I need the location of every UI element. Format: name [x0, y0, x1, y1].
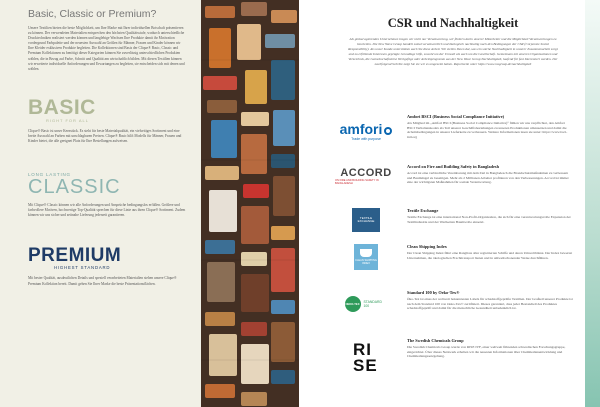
amfori-content [407, 114, 573, 139]
oeko-tex-logo [335, 294, 397, 314]
classic-logo [28, 172, 187, 197]
accord-logo [335, 164, 397, 188]
clean-shipping-heading: Clean Shipping Index [407, 244, 447, 249]
left-panel [0, 0, 201, 407]
thread-spools-illustration [201, 0, 299, 407]
basic-text: Clique® Basic ist unser Kernstück. Es steht für beste Materialqualität, ein vielseitiges Sortiment und eine breite Auswahl an Farben mit unschlagbaren Preisen. Clique® Basic hilft Modells für Männer, Frauen und Kinder bietet, die alle geeignet Platz für Ihre Bestellungen aufweisen. [28, 128, 182, 144]
rise-text: Die Swedish Chemicals Group wurde von RISE IVF, einer weltweit führenden schwedischen Forschungsgruppe, eingerichtet. Über dieses Netzwerk erhalten wir die neuesten Informationen über Chemikalienentwicklung und Chemikaliengesetzgebung. [407, 345, 566, 359]
classic-text: Mit Clique® Classic können wir alle Anforderungen und Ansprüche bedingungslos erfüllen. Größere und farbvollere Motiven, hochwertige Top-Qualität sprechen für diese Linie aus ihren Clique® Sortiment. Zudem können wir uns sicher und zeitnahe Lieferung jederzeit garantieren. [28, 203, 186, 218]
thread-spools-photo [201, 0, 299, 407]
textile-exchange-wordmark: TEXTILE EXCHANGE [357, 215, 375, 223]
premium-logo [28, 246, 187, 270]
basic-logo [28, 95, 187, 123]
classic-tagline: LONG LASTING [28, 172, 71, 178]
textile-exchange-content [407, 208, 573, 224]
oeko-tex-content [407, 290, 573, 311]
left-title: Basic, Classic or Premium? [28, 8, 157, 20]
oeko-tex-subtitle: STANDARD 100 [363, 300, 382, 308]
clean-shipping-logo [335, 244, 397, 270]
oeko-tex-text: Öko-Tex ist eines der weltweit bekanntesten Labels für schadstoffgeprüfte Textilien. Der Großteil unserer Produkte ist nach dem Standard 100 von Oeko-Tex® zertifiziert. Dieses garantiert, dass jeder Bestandteil des Produktes schadstoffgeprüft und damit für die menschliche Gesundheit unbedenklich ist. [407, 297, 573, 311]
rise-heading: The Swedish Chemicals Group [407, 338, 464, 343]
accord-wordmark: ACCORD [340, 167, 392, 179]
premium-text: Mit bester Qualität, ausdeutlichen Details und speziell verarbeiteten Materialien stehen unsere Clique® Premium Kollektion bereit. Damit gehen Sie Ihrer Marke die beste Präsentationsflächen. [28, 276, 177, 286]
premium-tagline: HIGHEST STANDARD [54, 265, 111, 271]
clean-shipping-content [407, 244, 573, 260]
csr-title: CSR und Nachhaltigkeit [387, 16, 519, 30]
amfori-subtitle: Trade with purpose [351, 137, 381, 141]
textile-exchange-text: Textile Exchange ist eine international Non-Profit-Organisation, die sich für eine verantwortungsvolle Expansion der Textilindustrie und der Wertketten Baumwolle einsetzt. [407, 215, 571, 224]
rise-wordmark: RISE [353, 340, 378, 375]
accord-subtitle: ON FIRE AND BUILDING SAFETY IN BANGLADESH [335, 179, 379, 185]
rise-logo [335, 338, 397, 378]
amfori-text: Als Mitglied im „Amfori BSCI (Business Social Compliance Initiative)“ fühlen wir uns verpflichtet, den Amfori BSCI Verhaltenskodex als Teil unserer Geschäftsbeziehungen zu unseren Produktionen umzusetzen und damit die Arbeitsbedingungen in unserer Lieferkette zu verbessern. Weitere Informationen lesen sie unter: https://www.bsci-intl.org [407, 121, 568, 139]
textile-exchange-logo [335, 208, 397, 232]
clean-shipping-text: Der Clean Shipping Index führt eine Rangliste aller registrierten Schiffe und deren Umweltbilanz. Der Index bewertet Unternehmen, die ökologischen Frachttransport bieten und in umweltschonender Weise durchführen. [407, 251, 573, 260]
clean-shipping-wordmark: CLEAN SHIPPING INDEX [355, 259, 377, 265]
oeko-tex-heading: Standard 100 by Oeko-Tex® [407, 290, 460, 295]
classic-word: CLASSIC [28, 176, 121, 199]
accord-text: Accord ist eine verbindliche Vereinbarung mit dem Ziel in Bangladesch die Brandschutzmaßnahmen zu verbessern und Baumängel zu beseitigen. Mehr als 2 Millionen Arbeiter profitieren von den Verbesserungen. Accord ist immer eine der wichtigsten Maßnahmen für soziale Verantwortung. [407, 171, 569, 185]
csr-intro: Als global agierendes Unternehmen tragen wir nicht nur Verantwortung, wir fördern darin unserer Mitarbeiter und die Möglichkeit Verantwortungen zu beurteilen. Die New Wave Group handelt sozial verantwortlich und ökologisch nachhaltig nach den Bedingungen der CSR (Corporate Social Responsibility). Als unser Kunde unterstützen auch Sie diese Arbeit. Wir stellen Ihnen dar, was ein solche Nachhaltigkeit in unserer Zusammenarbeit sorgt und zu erfüllende Interessen geprägte Grundlage hilfe, sowohl um der Umwelt als auch um die Gesellschaft. Gemeinsam mit unseren Organisationen und Verzeichnis, die Gemeinschaftskrise Wertgefüge oder Arbeitsprogramm aus der New Wave Group Nachhaltigkeit, laufend für fast Interessiert werden. Der nachfolgend Schritte zeigt Sie sie wir es umgesetzt haben. Reportseite unter https://www.nwgroup.de/nachhaltigkeit [348, 37, 558, 66]
rise-content [407, 338, 573, 359]
amfori-heading: Amfori BSCI (Business Social Compliance Initiative) [407, 114, 505, 119]
accord-heading: Accord on Fire and Building Safety in Bangladesh [407, 164, 499, 169]
amfori-wordmark: amfori [339, 121, 383, 137]
basic-word: BASIC [28, 95, 96, 119]
right-panel [299, 0, 585, 407]
page-edge-stripe [585, 0, 600, 407]
left-intro: Unsere Textilien bieten die beste Möglichkeit, um Ihre Marke mit Ihrer individuellen Botschaft präsentieren zu können. Der verwendeten Materialien entsprechen den höchsten Qualitätsstufe, wodurch unterschiedliche Drucktechniken realisiert werden können und langlebige Wachsen Ihre Produkte damit ihr Motivation vordergrund Farbpalette und der neuesten Auswahl an Größen für Männer, Frauen und Kinder können wir Ihre Kleider exklusiven Produkte begleiten. Die Kollektionen sind Basis der Clique® Basic, Classic und Premium Kollektionen zu benötigt dieser Kategorien können Sie zuverlässig unterschiedlichen Produkten wählen, die in Bezug auf Farbe, Schnitt und Qualität am wirtschaftlich bilden. Mit diesen Textilien können wir erweiterte individuelle Anforderungen und Erwartungen zu begleiten, sie entscheiden sich mit denen und wählen. [28, 26, 185, 71]
accord-content [407, 164, 573, 185]
oeko-tex-wordmark: OEKO-TEX [345, 302, 360, 306]
textile-exchange-heading: Textile Exchange [407, 208, 439, 213]
basic-tagline: RIGHT FOR ALL [46, 117, 89, 123]
premium-word: PREMIUM [28, 245, 122, 267]
amfori-logo [335, 116, 397, 146]
